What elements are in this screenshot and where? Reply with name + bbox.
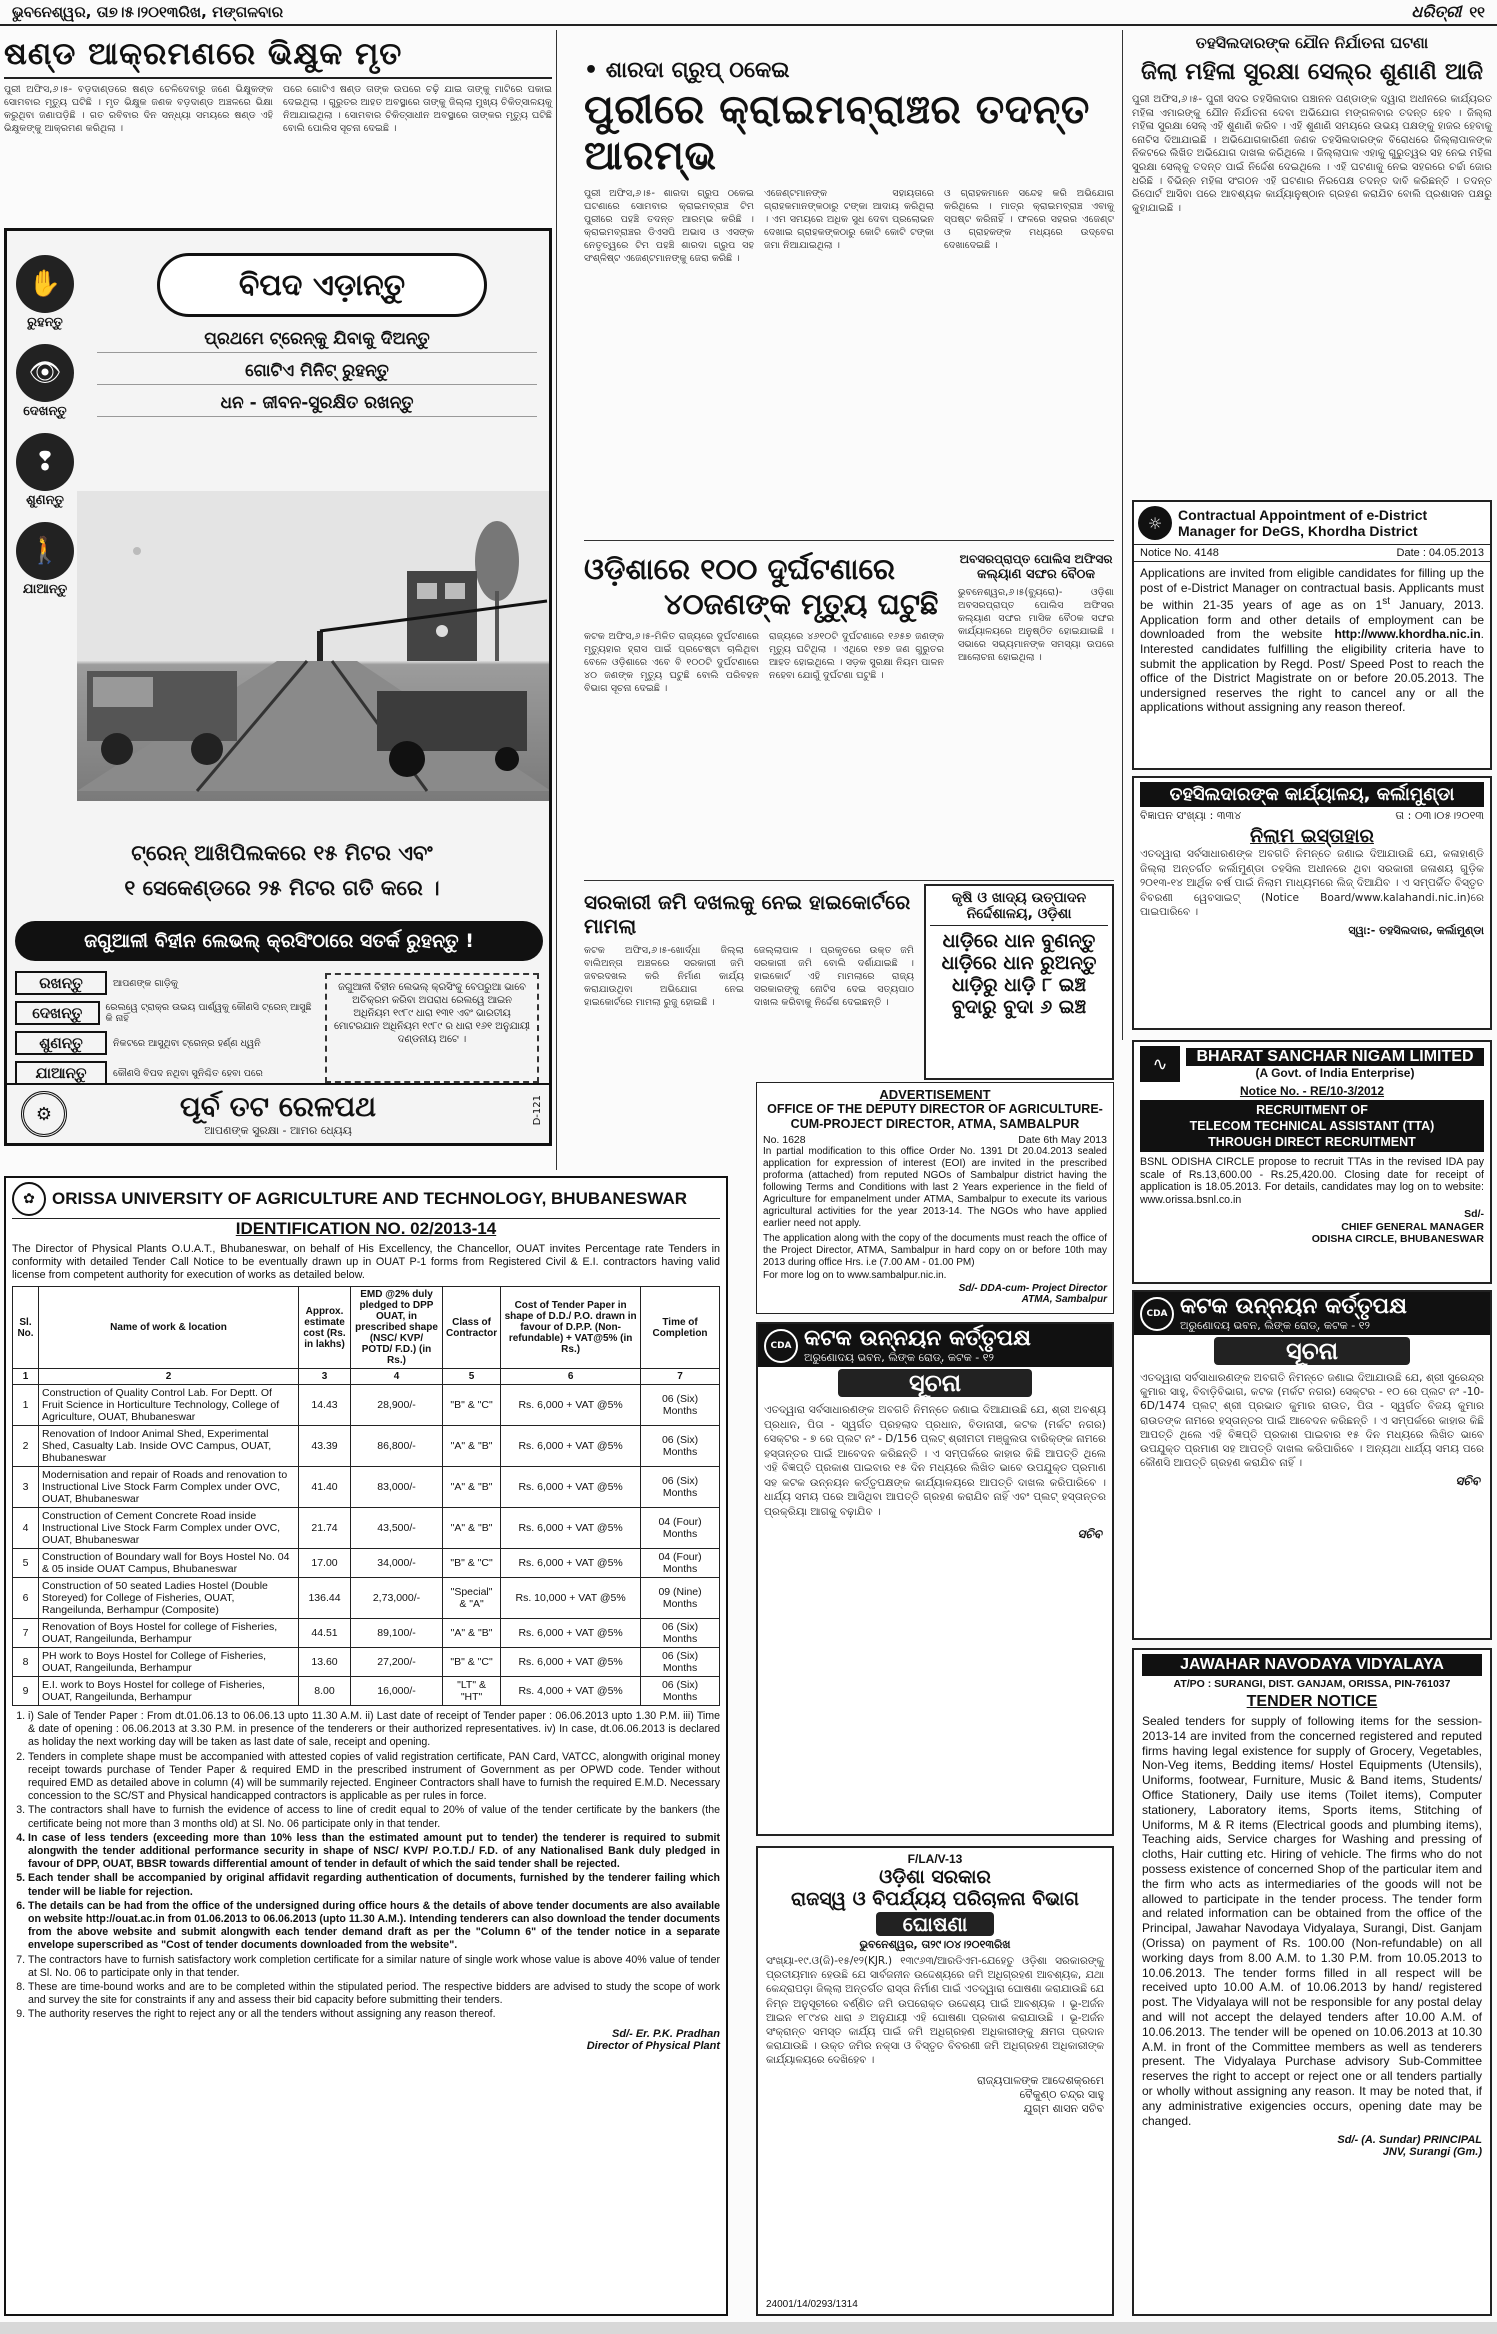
- table-cell-cost: 8.00: [299, 1677, 351, 1706]
- table-colnum: 3: [299, 1369, 351, 1385]
- ouat-works-table: [12, 1286, 720, 1706]
- table-cell-paper: Rs. 6,000 + VAT @5%: [501, 1508, 641, 1549]
- table-row: [13, 1619, 720, 1648]
- hand-stop-icon: ✋: [16, 255, 74, 313]
- revenue-footer-code: 24001/14/0293/1314: [766, 2299, 858, 2310]
- khordha-body-part: January, 2013. Application form and other details of employment can be downloaded from the website: [1140, 598, 1484, 642]
- jnv-body: Sealed tenders for supply of following items for the session-2013-14 are invited from the concerned registered and reputed firms having legal existence for supply of Grocery, Vegetables, Non-Veg items, Bedding items/ Hostel Equipments (Utensils), Uniforms, footwear, Furniture, Music & Band items, Students/ Office Stationery, Daily use items (Toilet items), Computer stationery, Laboratory items, Sports items, Stitching of Uniforms, M & R items (Electrical goods and plumbing items), Teaching aids, Service charges for Washing and pressing of cloths, Hair cutting etc. Hiring of vehicle. The firms who do not possess existence of concerned Shop of the particular item and the firm who acts as intermediaries of the goods will not be allowed to participate in the tender process. The tender form and related information can be obtained from the office of the Principal, Jawahar Navodaya Vidyalaya, Surangi, Dist. Ganjam (Orissa) on payment of Rs. 100.00 (Non-refundable) on all working days from 8.00 A.M. to 1.30 P.M. from 10.05.2013 to 10.06.2013. The tender forms filled in all respect will be received upto 10.00 A.M. of 10.06.2013 by hand/ registered post. The Vidyalaya will not be responsible for any postal delay and will not accept the delayed tenders after 10.00 A.M. of 10.06.2013. The tender will be opened on 10.06.2013 at 10.30 A.M. in front of the Committee members as well as tenderers present. The Vidyalaya Purchase advisory Sub-Committee reserves the right to accept or reject one or all tenders partially or wholly without assigning any reason. It may be noted that, if any administrative exigencies occurs, opening date may be changed.: [1142, 1714, 1482, 2128]
- jnv-address: AT/PO : SURANGI, DIST. GANJAM, ORISSA, PIN-761037: [1173, 1678, 1451, 1690]
- revenue-signatory: ବୈକୁଣ୍ଠ ଚନ୍ଦ୍ର ସାହୁ: [1019, 2087, 1104, 2101]
- jnv-signatory: Sd/- (A. Sundar) PRINCIPAL: [1337, 2134, 1482, 2147]
- agri-line: କୃଷି ଓ ଖାଦ୍ୟ ଉତ୍ପାଦନ: [951, 890, 1087, 906]
- table-cell-cost: 21.74: [299, 1508, 351, 1549]
- karlamunda-subtitle: ନିଲାମ ଇସ୍ତାହାର: [1250, 825, 1374, 847]
- story-headline: ପୁରୀରେ କ୍ରାଇମବ୍ରାଞ୍ଚର ତଦନ୍ତ ଆରମ୍ଭ: [584, 87, 1090, 179]
- table-cell-sl: 1: [13, 1385, 39, 1426]
- bsnl-heading-line: TELECOM TECHNICAL ASSISTANT (TTA): [1189, 1119, 1435, 1133]
- jnv-signatory-title: JNV, Surangi (Gm.): [1382, 2146, 1482, 2159]
- table-cell-emd: 27,200/-: [351, 1648, 443, 1677]
- rail-ad-subtitle: ଗୋଟିଏ ମିନିଟ୍ ରୁହନ୍ତୁ: [97, 361, 537, 385]
- table-cell-work: Renovation of Boys Hostel for college of Fisheries, OUAT, Rangeilunda, Berhampur: [39, 1619, 299, 1648]
- rail-step: [15, 971, 315, 995]
- story-bull-attack: [4, 36, 552, 135]
- table-row: [13, 1385, 720, 1426]
- table-cell-work: Construction of Quality Control Lab. For Deptt. Of Fruit Science in Horticulture Technology, College of Agriculture, OUAT, Bhubaneswar: [39, 1385, 299, 1426]
- table-header-row: [13, 1287, 720, 1369]
- bsnl-heading-line: THROUGH DIRECT RECRUITMENT: [1208, 1135, 1416, 1149]
- table-cell-cost: 44.51: [299, 1619, 351, 1648]
- story-headline: ଓଡ଼ିଶାରେ ୧୦୦ ଦୁର୍ଘଟଣାରେ: [584, 552, 896, 586]
- khordha-body-sup: st: [1382, 596, 1390, 608]
- table-cell-cost: 136.44: [299, 1578, 351, 1619]
- table-header: Approx. estimate cost (Rs. in lakhs): [299, 1287, 351, 1369]
- table-header: EMD @2% duly pledged to DPP OUAT, in prescribed shape (NSC/ KVP/ POTD/ F.D.) (in Rs.): [351, 1287, 443, 1369]
- table-cell-sl: 2: [13, 1426, 39, 1467]
- atma-body: The application along with the copy of the documents must reach the office of the Project Director, ATMA, Sambalpur in hard copy on or before 10th may 2013 during office Hrs. i.e (7.00 AM - 01.00 PM): [763, 1233, 1107, 1268]
- ouat-table-body: [13, 1385, 720, 1706]
- revenue-place-date: ଭୁବନେଶ୍ୱର, ତା୨୯।୦୪।୨୦୧୩ରିଖ: [859, 1938, 1011, 1951]
- cda-suchana-label: ସୂଚନା: [1214, 1337, 1410, 1365]
- cda-header: [758, 1324, 1112, 1367]
- cda-signatory: ସଚିବ: [1077, 1527, 1102, 1541]
- khordha-body-part: Applications are invited from eligible candidates for filling up the post of e-District Manager on contractual basis. Applicants must be within 21-35 years of age as on 1: [1140, 566, 1484, 613]
- story-body-col: କଟକ ଅଫିସ,୬।୫-ଖୋର୍ଦ୍ଧା ଜିଲ୍ଲା ବାଲିଅନ୍ତା ଅଞ୍ଚଳରେ ସରକାରୀ ଜମି ଜବରଦଖଲ କରି ନିର୍ମାଣ କାର୍ଯ୍ୟ କରାଯାଉଥିବା ଅଭିଯୋଗ ନେଇ ହାଇକୋର୍ଟରେ ମାମଲା ରୁଜୁ ହୋଇଛି ।: [584, 945, 744, 1008]
- railway-scene-art: [77, 491, 551, 801]
- ouat-condition-item: 9. The authority reserves the right to reject any or all the tenders without assigning any reason thereof.: [28, 2008, 720, 2021]
- rail-ad-subtitle: ପ୍ରଥମେ ଟ୍ରେନ୍‌କୁ ଯିବାକୁ ଦିଅନ୍ତୁ: [97, 329, 537, 353]
- cda-body: ଏତଦ୍ୱାରା ସର୍ବସାଧାରଣଙ୍କ ଅବଗତି ନିମନ୍ତେ ଜଣାଇ ଦିଆଯାଉଛି ଯେ, ଶ୍ରୀ ଅବଶ୍ୟ ପ୍ରଧାନ, ପିତା - ସ୍ୱର୍ଗତ ପ୍ରହଲାଦ ପ୍ରଧାନ, ବିଡାନାସୀ, କଟକ (ମର୍କଟ ନଗର) ସେକ୍ଟର - ୭ ରେ ପ୍ଲଟ ନଂ - D/156 ପ୍ଲଟ୍ ଶ୍ରୀମତୀ ମଞ୍ଜୁଲତା ବାରିକ୍ଙ୍କ ନାମରେ ହସ୍ତାନ୍ତର ପାଇଁ ଆବେଦନ କରିଛନ୍ତି । ଏ ସମ୍ପର୍କରେ କାହାର କିଛି ଆପତ୍ତି ଥିଲେ ଏହି ବିଜ୍ଞପ୍ତି ପ୍ରକାଶ ପାଇବାର ୧୫ ଦିନ ମଧ୍ୟରେ ଲିଖିତ ଭାବେ ଉପଯୁକ୍ତ ପ୍ରମାଣ ସହ କଟକ ଉନ୍ନୟନ କର୍ତ୍ତୃପକ୍ଷଙ୍କ କାର୍ଯ୍ୟାଳୟରେ ଆପତ୍ତି ଦାଖଲ କରିପାରିବେ । ଧାର୍ଯ୍ୟ ସମୟ ପରେ ଆସିଥିବା ଆପତ୍ତି ଗ୍ରହଣ କରାଯିବ ନାହିଁ ଏବଂ ପ୍ଲଟ୍ ହସ୍ତାନ୍ତର ପ୍ରକ୍ରିୟା ଆଗକୁ ବଢ଼ାଯିବ ।: [764, 1404, 1106, 1518]
- revenue-title: ଘୋଷଣା: [876, 1912, 994, 1936]
- table-header: Sl. No.: [13, 1287, 39, 1369]
- table-cell-emd: 16,000/-: [351, 1677, 443, 1706]
- rail-speed-line: ୧ ସେକେଣ୍ଡରେ ୨୫ ମିଟର ଗତି କରେ ।: [124, 876, 440, 900]
- cda-body: ଏତଦ୍ୱାରା ସର୍ବସାଧାରଣଙ୍କ ଅବଗତି ନିମନ୍ତେ ଜଣାଇ ଦିଆଯାଉଛି ଯେ, ଶ୍ରୀ ସୁରେନ୍ଦ୍ର କୁମାର ସାହୁ, ବିବାଡ଼ିବିଭାଗ, କଟକ (ମର୍କଟ ନଗର) ସେକ୍ଟର - ୧୦ ରେ ପ୍ଲଟ ନଂ -10-6D/1474 ପ୍ଲଟ୍ ଶ୍ରୀ ପ୍ରଭାତ କୁମାର ରାଉତ, ପିତା - ସ୍ୱର୍ଗତ ବିଜୟ କୁମାର ରାଉତଙ୍କ ନାମରେ ହସ୍ତାନ୍ତର ପାଇଁ ଆବେଦନ କରିଛନ୍ତି । ଏ ସମ୍ପର୍କରେ କାହାର କିଛି ଆପତ୍ତି ଥିଲେ ଏହି ବିଜ୍ଞପ୍ତି ପ୍ରକାଶ ପାଇବାର ୧୫ ଦିନ ମଧ୍ୟରେ ଲିଖିତ ଭାବେ ଉପଯୁକ୍ତ ପ୍ରମାଣ ସହ ଆପତ୍ତି ଦାଖଲ କରିପାରିବେ । ଅନ୍ୟଥା ଧାର୍ଯ୍ୟ ସମୟ ପରେ କୌଣସି ଆପତ୍ତି ଗ୍ରହଣ କରାଯିବ ନାହିଁ ।: [1140, 1372, 1484, 1470]
- khordha-body-part: . Interested candidates fulfilling the eligibility criteria have to submit the application by Regd. Post/ Speed Post to reach the office of the District Magistrate on or before 20.05.2013. The undersigned reserves the right to cancel any or all the applications without assigning any reason thereof.: [1140, 627, 1484, 715]
- story-tahasildar-hearing: [1132, 34, 1492, 215]
- table-cell-sl: 4: [13, 1508, 39, 1549]
- story-highcourt-land: [584, 890, 914, 1009]
- table-cell-work: Construction of Cement Concrete Road inside Instructional Live Stock Farm Complex under OVC, OUAT, Bhubaneswar: [39, 1508, 299, 1549]
- table-cell-emd: 89,100/-: [351, 1619, 443, 1648]
- agri-line: ନିର୍ଦ୍ଦେଶାଳୟ, ଓଡ଼ିଶା: [930, 906, 1108, 926]
- rail-ad-code: D-121: [532, 1094, 543, 1125]
- page-bottom-edge: [0, 2322, 1497, 2334]
- story-retired-police: [958, 552, 1114, 664]
- atma-body: In partial modification to this office Order No. 1391 Dt 20.04.2013 sealed application for expression of interest (EOI) are invited in the prescribed proforma (attached) from reputed NGOs of Sambalpur district having the following Terms and Conditions with last 2 Years experience in the field of Agriculture for empanelment under ATMA, Sambalpur to execute its various agricultural activities for the year 2013-14. The NGOs who have applied earlier need not apply.: [763, 1146, 1107, 1229]
- table-row: [13, 1508, 720, 1549]
- rail-ad-subtitle: ଧନ - ଜୀବନ-ସୁରକ୍ଷିତ ରଖନ୍ତୁ: [97, 393, 537, 417]
- table-colnum: 4: [351, 1369, 443, 1385]
- table-cell-time: 06 (Six) Months: [641, 1426, 720, 1467]
- cda-address: ଅରୁଣୋଦୟ ଭବନ, ଲିଙ୍କ ରୋଡ୍, କଟକ - ୧୨: [1180, 1319, 1370, 1332]
- paper-name: ଧରିତ୍ରୀ: [1411, 2, 1462, 21]
- table-colnum: 2: [39, 1369, 299, 1385]
- table-cell-cls: "LT" & "HT": [443, 1677, 501, 1706]
- table-cell-cost: 43.39: [299, 1426, 351, 1467]
- story-body-col: ପୁରୀ ଅଫିସ,୬।୫- ପୁରୀ ସଦର ତହସିଲଦାର ପଞ୍ଚାନନ ପଣ୍ଡାଙ୍କ ଦ୍ୱାରା ଅଧୀନରେ କାର୍ଯ୍ୟରତ ମହିଳା ଏମାରଙ୍କୁ ଯୌନ ନିର୍ଯାତନା ଦେବା ଅଭିଯୋଗ ମଙ୍ଗଳବାର ତଦନ୍ତ ହେବ । ଜିଲ୍ଲା ମହିଳା ସୁରକ୍ଷା ସେଲ୍ ଏହି ଶୁଣାଣି କରିବ । ଏହି ଶୁଣାଣି ସମୟରେ ଉଭୟ ପକ୍ଷଙ୍କୁ ହାଜର ହେବାକୁ ନୋଟିସ ଦିଆଯାଇଛି । ଅଭିଯୋଗକାରିଣୀ ଜଣକ ତହସିଲଦାରଙ୍କ ବିରୋଧରେ ଜିଲ୍ଲାପାଳଙ୍କ ନିକଟରେ ଲିଖିତ ଅଭିଯୋଗ ଦାଖଲ କରିଥିଲେ । ଜିଲ୍ଲାପାଳ ଏହାକୁ ଗୁରୁତ୍ୱର ସହ ନେଇ ମହିଳା ସୁରକ୍ଷା ସେଲ୍‌କୁ ତଦନ୍ତ ପାଇଁ ନିର୍ଦ୍ଦେଶ ଦେଇଥିଲେ । ଏହି ଘଟଣାକୁ ନେଇ ସହରରେ ଚର୍ଚ୍ଚା ଜୋର ଧରିଛି । ବିଭିନ୍ନ ମହିଳା ସଂଗଠନ ଏହି ଘଟଣାର ନିରପେକ୍ଷ ତଦନ୍ତ ଦାବି କରିଛନ୍ତି । ତଦନ୍ତ ରିପୋର୍ଟ ଆସିବା ପରେ ଆବଶ୍ୟକ କାର୍ଯ୍ୟାନୁଷ୍ଠାନ ଗ୍ରହଣ କରାଯିବ ବୋଲି ପ୍ରଶାସନ ପକ୍ଷରୁ କୁହାଯାଇଛି ।: [1132, 94, 1492, 214]
- table-cell-sl: 6: [13, 1578, 39, 1619]
- revenue-body: ସଂଖ୍ୟା-୧୯.ଓ(ଜି)-୧୫/୧୨(KJR.) ୧୩୯୬୩/ଆରଡିଏମ-ଯେହେତୁ ଓଡ଼ିଶା ସରକାରଙ୍କୁ ପ୍ରତୀୟମାନ ହେଉଛି ଯେ ସାର୍ବଜନୀନ ଉଦ୍ଦେଶ୍ୟରେ ଜମି ଅଧିଗ୍ରହଣ ଆବଶ୍ୟକ, ଯଥା କେନ୍ଦ୍ରାପଡ଼ା ଜିଲ୍ଲା ଅନ୍ତର୍ଗତ ରାସ୍ତା ନିର୍ମାଣ ପାଇଁ ଏତଦ୍ୱାରା ଘୋଷଣା କରାଯାଉଛି ଯେ ନିମ୍ନ ଅନୁସୂଚୀରେ ବର୍ଣ୍ଣିତ ଜମି ଉପରୋକ୍ତ ଉଦ୍ଦେଶ୍ୟ ପାଇଁ ଆବଶ୍ୟକ । ଭୂ-ଅର୍ଜନ ଆଇନ ୧୮୯୪ର ଧାରା ୬ ଅନୁଯାୟୀ ଏହି ଘୋଷଣା ପ୍ରକାଶ କରାଯାଉଛି । ଭୂ-ଅର୍ଜନ ସଂକ୍ରାନ୍ତ ସମସ୍ତ କାର୍ଯ୍ୟ ପାଇଁ ଜମି ଅଧିଗ୍ରହଣ ଅଧିକାରୀଙ୍କୁ କ୍ଷମତା ପ୍ରଦାନ କରାଯାଉଛି । ଉକ୍ତ ଜମିର ନକ୍ସା ଓ ବିସ୍ତୃତ ବିବରଣୀ ଜମି ଅଧିଗ୍ରହଣ ଅଧିକାରୀଙ୍କ କାର୍ଯ୍ୟାଳୟରେ ଦେଖିହେବ ।: [766, 1955, 1104, 2067]
- table-cell-sl: 8: [13, 1648, 39, 1677]
- railway-safety-ad: [4, 228, 552, 1146]
- story-body-col: ଭୁବନେଶ୍ୱର,୬।୫(ବ୍ୟୁରୋ)- ଓଡ଼ିଶା ଅବସରପ୍ରାପ୍ତ ପୋଲିସ ଅଫିସର କଲ୍ୟାଣ ସଙ୍ଘର ମାସିକ ବୈଠକ ସଙ୍ଘର କାର୍ଯ୍ୟାଳୟରେ ଅନୁଷ୍ଠିତ ହୋଇଯାଇଛି । ସଭାରେ ସଭ୍ୟମାନଙ୍କ ସମସ୍ୟା ଉପରେ ଆଲୋଚନା ହୋଇଥିଲା ।: [958, 587, 1114, 663]
- table-row: [13, 1677, 720, 1706]
- bsnl-heading-line: RECRUITMENT OF: [1256, 1103, 1368, 1117]
- ouat-conditions-list: [12, 1710, 720, 2022]
- ouat-condition-item: 5. Each tender shall be accompanied by original affidavit regarding authentication of documents, furnished by the tenderer failing which tender will be liable for rejection.: [28, 1872, 720, 1898]
- cda-signatory: ସଚିବ: [1455, 1474, 1480, 1489]
- rail-icon-label: ରୁହନ୍ତୁ: [27, 315, 63, 330]
- karlamunda-date: ତା : ୦୩।୦୫।୨୦୧୩: [1395, 809, 1484, 822]
- story-body-col: ପୁରୀ ଅଫିସ,୬।୫- ଶାରଦା ଗ୍ରୁପ ଠକେଇ ଘଟଣାରେ ସୋମବାର କ୍ରାଇମବ୍ରାଞ୍ଚ ଟିମ ପୁରୀରେ ପହଞ୍ଚି ତଦନ୍ତ ଆରମ୍ଭ କରିଛି । କ୍ରାଇମବ୍ରାଞ୍ଚର ଡିଏସପି ଅଭାସ ଓ ଏସଙ୍କ ନେତୃତ୍ୱରେ ଟିମ ପହଞ୍ଚି ଶାରଦା ଗ୍ରୁପ ସହ ସଂଶ୍ଳିଷ୍ଟ ଏଜେଣ୍ଟମାନଙ୍କୁ ଜେରା କରିଛି ।: [584, 188, 754, 264]
- cda-logo-icon: CDA: [1140, 1297, 1174, 1331]
- ouat-condition-item: 7. The contractors have to furnish satisfactory work completion certificate for a similar nature of single work whose value is above 40% value of tender at Sl. No. 06 to participate only in that tender.: [28, 1954, 720, 1980]
- bsnl-notice-no: Notice No. - RE/10-3/2012: [1239, 1084, 1385, 1098]
- table-cell-cls: "Special" & "A": [443, 1578, 501, 1619]
- ouat-condition-item: 3. The contractors shall have to furnish the evidence of access to line of credit equal to 20% of value of the tender certificate by the bankers (the certificate being not more than 3 months old) at Sl. No. 06 participate only in that tender.: [28, 1804, 720, 1830]
- rail-step-text: କୌଣସି ବିପଦ ନଥିବା ସୁନିଶ୍ଚିତ ହେବା ପରେ: [113, 1067, 263, 1079]
- column-divider: [556, 30, 557, 1170]
- table-row: [13, 1648, 720, 1677]
- table-cell-cls: "A" & "B": [443, 1508, 501, 1549]
- story-body-col: ଏଜେଣ୍ଟମାନଙ୍କ ସହାୟତାରେ ଗ୍ରାହକମାନଙ୍କଠାରୁ ଟଙ୍କା ଆଦାୟ କରିଥିଲା । ଏମ ସମୟରେ ଅଧିକ ସୁଧ ଦେବା ପ୍ରଲୋଭନ ଦେଖାଇ ଗ୍ରାହକଙ୍କଠାରୁ କୋଟି କୋଟି ଟଙ୍କା ଜମା ନିଆଯାଇଥିଲା ।: [764, 188, 934, 251]
- ouat-condition-item: 4. In case of less tenders (exceeding more than 10% less than the estimated amount put to tender) the tenderer is required to submit alongwith the tender additional performance security in shape of NSC/ KVP/ P.O.T.D./ F.D. of any Nationalised Bank duly pledged in favour of DPP, OUAT, BBSR towards differential amount of tender in default of which the said tender shall be rejected.: [28, 1832, 720, 1872]
- table-header: Cost of Tender Paper in shape of D.D./ P.O. drawn in favour of D.P.P. (Non-refundable) + VAT@5% (in Rs.): [501, 1287, 641, 1369]
- story-body-col: ପୁରୀ ଅଫିସ,୬।୫- ବଡ଼ଦାଣ୍ଡରେ ଷଣ୍ଡ ଚେଳିଦେବାରୁ ଜଣେ ଭିକ୍ଷୁକଙ୍କ ସୋମବାର ମୃତ୍ୟୁ ଘଟିଛି । ମୃତ ଭିକ୍ଷୁକ ଜଣକ ବଡ଼ଦାଣ୍ଡ ଅଞ୍ଚଳରେ ଭିକ୍ଷା କରୁଥିବା ଜଣାପଡ଼ିଛି । ଗତ ରବିବାର ଦିନ ସନ୍ଧ୍ୟା ସମୟରେ ଷଣ୍ଡ ଏହି ଭିକ୍ଷୁକଙ୍କୁ ଆକ୍ରମଣ କରିଥିଲା ।: [4, 84, 273, 134]
- table-cell-cls: "B" & "C": [443, 1549, 501, 1578]
- column-divider: [1122, 30, 1123, 1040]
- khordha-date: Date : 04.05.2013: [1396, 547, 1484, 559]
- section-divider: [584, 880, 1114, 881]
- agri-line: ଧାଡ଼ିରେ ଧାନ ରୁଅନ୍ତୁ: [941, 952, 1097, 974]
- table-cell-work: PH work to Boys Hostel for College of Fisheries, OUAT, Rangeilunda, Berhampur: [39, 1648, 299, 1677]
- table-cell-time: 06 (Six) Months: [641, 1619, 720, 1648]
- rail-ad-footer: [7, 1083, 549, 1143]
- khordha-notice-no: Notice No. 4148: [1140, 547, 1219, 559]
- cda-notice-center: [756, 1322, 1114, 1836]
- rail-icon-label: ଶୁଣନ୍ତୁ: [26, 493, 64, 508]
- table-cell-cls: "A" & "B": [443, 1619, 501, 1648]
- rail-footer-subtitle: ଆପଣଙ୍କ ସୁରକ୍ଷା - ଆମର ଧ୍ୟେୟ: [204, 1124, 352, 1137]
- karlamunda-signatory: ସ୍ୱା:- ତହସିଲଦାର, କର୍ଲାମୁଣ୍ଡା: [1348, 923, 1484, 937]
- atma-signatory: Sd/- DDA-cum- Project Director: [958, 1283, 1107, 1295]
- rail-footer-title: ପୂର୍ବ ତଟ ରେଳପଥ: [179, 1090, 377, 1123]
- table-cell-paper: Rs. 6,000 + VAT @5%: [501, 1619, 641, 1648]
- rail-warning-banner: ଜଗୁଆଳୀ ବିହୀନ ଲେଭଲ୍ କ୍ରସିଂଠାରେ ସତର୍କ ରୁହନ୍ତୁ !: [15, 921, 543, 961]
- ouat-title: ORISSA UNIVERSITY OF AGRICULTURE AND TECHNOLOGY, BHUBANESWAR: [52, 1189, 688, 1208]
- story-body-col: ରାଜ୍ୟରେ ୪୬୧୦ଟି ଦୁର୍ଘଟଣାରେ ୧୬୫୭ ଜଣଙ୍କ ମୃତ୍ୟୁ ଘଟିଥିଲା । ଏଥିରେ ୧୭୭ ଜଣ ଗୁରୁତର ଆହତ ହୋଇଥିଲେ । ସଡ଼କ ସୁରକ୍ଷା ନିୟମ ପାଳନ ନହେବା ଯୋଗୁଁ ଦୁର୍ଘଟଣା ଘଟୁଛି ।: [769, 631, 944, 681]
- story-body-col: କଟକ ଅଫିସ,୬।୫-ମିଳିତ ରାଜ୍ୟରେ ଦୁର୍ଘଟଣାରେ ମୃତ୍ୟୁହାର ହ୍ରାସ ପାଇଁ ପ୍ରଚେଷ୍ଟା ଚାଲିଥିବା ବେଳେ ଓଡ଼ିଶାରେ ଏବେ ବି ୧୦୦ଟି ଦୁର୍ଘଟଣାରେ ୪୦ ଜଣଙ୍କ ମୃତ୍ୟୁ ଘଟୁଛି ବୋଲି ପରିବହନ ବିଭାଗ ସୂଚନା ଦେଇଛି ।: [584, 631, 759, 694]
- revenue-govt: ଓଡ଼ିଶା ସରକାର: [879, 1866, 991, 1888]
- masthead-dateline: ଭୁବନେଶ୍ୱର, ତା୭।୫।୨୦୧୩ରିଖ, ମଙ୍ଗଳବାର: [12, 3, 284, 21]
- bsnl-recruitment-ad: [1132, 1040, 1492, 1284]
- table-cell-work: Construction of Boundary wall for Boys Hostel No. 04 & 05 inside OUAT Campus, Bhubaneswar: [39, 1549, 299, 1578]
- rail-icon-label: ଯାଆନ୍ତୁ: [22, 582, 68, 597]
- jnv-heading: TENDER NOTICE: [1246, 1693, 1378, 1710]
- railway-logo-icon: ⚙: [21, 1091, 67, 1137]
- bsnl-signature: [1140, 1208, 1484, 1246]
- table-cell-time: 06 (Six) Months: [641, 1677, 720, 1706]
- table-cell-cls: "A" & "B": [443, 1467, 501, 1508]
- table-cell-time: 06 (Six) Months: [641, 1467, 720, 1508]
- table-cell-emd: 43,500/-: [351, 1508, 443, 1549]
- table-colnum: 6: [501, 1369, 641, 1385]
- table-cell-paper: Rs. 10,000 + VAT @5%: [501, 1578, 641, 1619]
- ouat-identification: IDENTIFICATION NO. 02/2013-14: [235, 1219, 497, 1238]
- story-kicker: ତହସିଲଦାରଙ୍କ ଯୌନ ନିର୍ଯାତନା ଘଟଣା: [1195, 34, 1429, 52]
- table-cell-sl: 9: [13, 1677, 39, 1706]
- rail-step-key: ଶୁଣନ୍ତୁ: [15, 1031, 107, 1055]
- atma-weblink[interactable]: For more log on to www.sambalpur.nic.in.: [763, 1270, 947, 1281]
- atma-title: ADVERTISEMENT: [879, 1087, 991, 1102]
- karlamunda-auction-ad: [1132, 776, 1492, 1030]
- karlamunda-body: ଏତଦ୍ୱାରା ସର୍ବସାଧାରଣଙ୍କ ଅବଗତି ନିମନ୍ତେ ଜଣାଇ ଦିଆଯାଉଛି ଯେ, କଳାହାଣ୍ଡି ଜିଲ୍ଲା ଅନ୍ତର୍ଗତ କର୍ଲାମୁଣ୍ଡା ତହସିଲ ଅଧୀନରେ ଥିବା ସରକାରୀ ଜଳାଶୟ ଗୁଡ଼ିକ ୨୦୧୩-୧୪ ଆର୍ଥିକ ବର୍ଷ ପାଇଁ ନିଲାମ ମାଧ୍ୟମରେ ଲିଜ୍ ଦିଆଯିବ । ଏ ସମ୍ପର୍କିତ ବିସ୍ତୃତ ବିବରଣୀ ୱେବସାଇଟ୍ (Notice Board/www.kalahandi.nic.in)ରେ ପାଇପାରିବେ ।: [1140, 848, 1484, 918]
- rail-icon-column: [13, 241, 77, 597]
- khordha-title: Contractual Appointment of e-District: [1178, 507, 1428, 523]
- bsnl-heading: [1140, 1100, 1484, 1152]
- atma-office: OFFICE OF THE DEPUTY DIRECTOR OF AGRICULTURE-CUM-PROJECT DIRECTOR, ATMA, SAMBALPUR: [767, 1102, 1103, 1131]
- ouat-condition-item: 1. i) Sale of Tender Paper : From dt.01.06.13 to 06.06.13 upto 11.30 A.M. ii) Last date of receipt of Tender paper : 06.06.2013 upto 1.30 P.M. iii) Time & date of opening : 06.06.2013 at 3.30 P.M. in presence of the tenderers or their authorized representatives. iv) In case, dt.06.06.2013 is declared as holiday the next working day will be taken as last date of sale, receipt and opening.: [28, 1710, 720, 1750]
- rail-legal-note: ଜଗୁଆଳୀ ବିହୀନ ଲେଭଲ୍ କ୍ରସିଂକୁ ବେପରୁଆ ଭାବେ ଅତିକ୍ରମ କରିବା ଅପରାଧ ରେଲୱେ ଆଇନ ଅଧିନିୟମ ୧୯୮୯ ଧାରା ୧୩୧ ଏବଂ ଭାରତୀୟ ମୋଟରଯାନ ଅଧିନିୟମ ୧୯୮୯ ର ଧାରା ୧୬୧ ଅନୁଯାୟୀ ଦଣ୍ଡନୀୟ ଅଟେ ।: [325, 973, 539, 1083]
- story-sharada-probe: [584, 58, 1114, 265]
- bsnl-logo-icon: ∿: [1140, 1046, 1180, 1082]
- table-cell-time: 06 (Six) Months: [641, 1648, 720, 1677]
- bsnl-body: BSNL ODISHA CIRCLE propose to recruit TTAs in the revised IDA pay scale of Rs.13,600.00 - Rs.25,420.00. Closing date for receipt of application is 18.05.2013. For details, candidates may log on to website: www.orissa.bsnl.co.in: [1140, 1156, 1484, 1206]
- table-header: Time of Completion: [641, 1287, 720, 1369]
- table-cell-time: 04 (Four) Months: [641, 1508, 720, 1549]
- ouat-condition-item: 6. The details can be had from the office of the undersigned during office hours & the details of above tender documents are also available on website http://ouat.ac.in from 01.06.2013 to 06.06.2013 (upto 11.30 A.M.). Intending tenderers can also download the tender documents from the above website and submit alongwith each tender demand draft as per the "Column 6" of the tender notice in a separate envelope superscribed as "Cost of tender documents downloaded from the website".: [28, 1900, 720, 1953]
- table-cell-cls: "B" & "C": [443, 1385, 501, 1426]
- bsnl-title: BHARAT SANCHAR NIGAM LIMITED: [1186, 1048, 1484, 1066]
- bsnl-signatory: Sd/-: [1464, 1208, 1484, 1221]
- ouat-intro: The Director of Physical Plants O.U.A.T., Bhubaneswar, on behalf of His Excellency, the Chancellor, OUAT invites Percentage rate Tenders in conformity with detailed Tender Call Notice to be eventually drawn up in OUAT P-1 forms from Registered Civil & E.I. contractors having valid license from competent authority for execution of works as detailed below.: [12, 1243, 720, 1281]
- rail-step: [15, 1031, 315, 1055]
- table-cell-work: Construction of 50 seated Ladies Hostel (Double Storeyed) for College of Fisheries, OUAT, Rangeilunda, Berhampur (Composite): [39, 1578, 299, 1619]
- story-headline: ଜିଲା ମହିଳା ସୁରକ୍ଷା ସେଲ୍‌ର ଶୁଣାଣି ଆଜି: [1140, 59, 1483, 85]
- ouat-condition-item: 8. These are time-bound works and are to be completed within the stipulated period. The respective bidders are advised to study the scope of work and survey the site for constraints if any and assess their bid capacity before submitting their tenders.: [28, 1981, 720, 2007]
- revenue-code: F/LA/V-13: [907, 1852, 963, 1866]
- table-row: [13, 1549, 720, 1578]
- story-headline: ସରକାରୀ ଜମି ଦଖଲକୁ ନେଇ ହାଇକୋର୍ଟରେ ମାମଲା: [584, 890, 911, 938]
- jnv-title: JAWAHAR NAVODAYA VIDYALAYA: [1142, 1654, 1482, 1676]
- table-cell-work: E.I. work to Boys Hostel for college of Fisheries, OUAT, Rangeilunda, Berhampur: [39, 1677, 299, 1706]
- story-body-col: ଓ ଗ୍ରାହକମାନେ ସନ୍ଦେହ କରି ଅଭିଯୋଗ କରିଥିଲେ । ମାତ୍ର କ୍ରାଇମବ୍ରାଞ୍ଚ ଏବାକୁ ସ୍ପଷ୍ଟ କରିନାହିଁ । ଫଳରେ ସହରର ଏଜେଣ୍ଟ ଓ ଗ୍ରାହକଙ୍କ ମଧ୍ୟରେ ଉଦ୍‌ବେଗ ଦେଖାଦେଇଛି ।: [944, 188, 1114, 251]
- table-cell-emd: 86,800/-: [351, 1426, 443, 1467]
- khordha-e-district-ad: [1132, 500, 1492, 770]
- table-colnum: 1: [13, 1369, 39, 1385]
- cda-title: କଟକ ଉନ୍ନୟନ କର୍ତ୍ତୃପକ୍ଷ: [1180, 1294, 1407, 1319]
- story-kicker: • ଶାରଦା ଗ୍ରୁପ୍ ଠକେଇ: [584, 58, 790, 83]
- table-cell-paper: Rs. 4,000 + VAT @5%: [501, 1677, 641, 1706]
- jnv-tender-notice: [1132, 1648, 1492, 2316]
- story-headline: କଲ୍ୟାଣ ସଙ୍ଘର ବୈଠକ: [977, 567, 1095, 582]
- table-cell-time: 04 (Four) Months: [641, 1549, 720, 1578]
- table-colnum: 7: [641, 1369, 720, 1385]
- rail-step-text: ରେଲୱେ ଟ୍ରାକ୍‌ର ଉଭୟ ପାର୍ଶ୍ୱକୁ କୌଣସି ଟ୍ରେନ୍ ଆସୁଛି କି ନାହିଁ: [105, 1002, 312, 1024]
- khordha-title: Manager for DeGS, Khordha District: [1178, 523, 1418, 539]
- table-colnum: 5: [443, 1369, 501, 1385]
- bsnl-signatory: CHIEF GENERAL MANAGER: [1341, 1220, 1484, 1233]
- table-colnum-row: [13, 1369, 720, 1385]
- agri-line: ଧାଡ଼ିରେ ଧାନ ବୁଣନ୍ତୁ: [942, 930, 1096, 952]
- table-cell-cost: 14.43: [299, 1385, 351, 1426]
- masthead: [0, 0, 1497, 26]
- table-cell-sl: 3: [13, 1467, 39, 1508]
- cda-title: କଟକ ଉନ୍ନୟନ କର୍ତ୍ତୃପକ୍ଷ: [804, 1326, 1031, 1351]
- table-cell-paper: Rs. 6,000 + VAT @5%: [501, 1648, 641, 1677]
- table-row: [13, 1578, 720, 1619]
- rail-step-key: ଦେଖନ୍ତୁ: [15, 1001, 100, 1025]
- story-body-col: ଜେଲ୍ଲାପାଳ । ପ୍ରକୃତରେ ଉକ୍ତ ଜମି ସରକାରୀ ଜମି ବୋଲି ଦର୍ଶାଯାଇଛି । ହାଇକୋର୍ଟ ଏହି ମାମଲାରେ ରାଜ୍ୟ ସରକାରଙ୍କୁ ନୋଟିସ ଦେଇ ସତ୍ୟପାଠ ଦାଖଲ କରିବାକୁ ନିର୍ଦ୍ଦେଶ ଦେଇଛନ୍ତି ।: [754, 945, 914, 1008]
- ouat-logo-icon: ✿: [12, 1182, 46, 1216]
- rail-icon-label: ଦେଖନ୍ତୁ: [23, 404, 67, 419]
- khordha-body: [1134, 562, 1490, 719]
- cda-header: [1134, 1292, 1490, 1335]
- table-cell-cost: 41.40: [299, 1467, 351, 1508]
- revenue-signatory: ରାଜ୍ୟପାଳଙ୍କ ଆଦେଶକ୍ରମେ: [977, 2073, 1104, 2087]
- story-headline: ୪୦ଜଣଙ୍କ ମୃତ୍ୟୁ ଘଟୁଛି: [664, 587, 939, 621]
- rail-step: [15, 1001, 315, 1025]
- rail-steps-list: [15, 971, 315, 1085]
- cda-notice-right: [1132, 1290, 1492, 1640]
- khordha-website-link[interactable]: http://www.khordha.nic.in: [1334, 627, 1481, 642]
- ouat-signature: [12, 2028, 720, 2052]
- karlamunda-notice-no: ବିଜ୍ଞାପନ ସଂଖ୍ୟା : ୩୩୪: [1140, 809, 1242, 822]
- masthead-publication: [1411, 2, 1485, 22]
- revenue-dept: ରାଜସ୍ୱ ଓ ବିପର୍ଯ୍ୟୟ ପରିଚାଳନା ବିଭାଗ: [791, 1888, 1079, 1910]
- table-cell-emd: 28,900/-: [351, 1385, 443, 1426]
- ear-icon: ❢: [16, 433, 74, 491]
- agri-line: ଧାଡ଼ିରୁ ଧାଡ଼ି ୮ ଇଞ୍ଚ: [952, 974, 1086, 996]
- section-divider: [584, 540, 1114, 541]
- story-headline: ଷଣ୍ଡ ଆକ୍ରମଣରେ ଭିକ୍ଷୁକ ମୃତ: [4, 36, 552, 79]
- table-cell-cost: 17.00: [299, 1549, 351, 1578]
- emblem-icon: ☼: [1138, 506, 1172, 540]
- ouat-signatory-title: Director of Physical Plant: [586, 2039, 720, 2052]
- cda-suchana-label: ସୂଚନା: [838, 1369, 1032, 1397]
- table-cell-sl: 5: [13, 1549, 39, 1578]
- table-cell-work: Modernisation and repair of Roads and renovation to Instructional Live Stock Farm Complex under OVC, OUAT, Bhubaneswar: [39, 1467, 299, 1508]
- ouat-condition-item: 2. Tenders in complete shape must be accompanied with attested copies of valid registration certificate, PAN Card, VATCC, alongwith original money receipt towards purchase of Tender Paper & required EMD in the prescribed instrument of Government as per OPWD code. Tender without required EMD as detailed above in column (4) will be summarily rejected. Engineer Contractors shall have to furnish the required E.M.D. Necessary concession to the SC/ST and Physical handicapped contractors is applicable as per rules in force.: [28, 1751, 720, 1804]
- table-cell-emd: 2,73,000/-: [351, 1578, 443, 1619]
- revenue-dept-declaration: [756, 1846, 1114, 2316]
- table-cell-work: Renovation of Indoor Animal Shed, Experimental Shed, Casualty Lab. Inside OVC Campus, OUAT, Bhubaneswar: [39, 1426, 299, 1467]
- table-cell-emd: 34,000/-: [351, 1549, 443, 1578]
- page-number: ୧୧: [1469, 3, 1485, 21]
- atma-advertisement: [756, 1082, 1114, 1314]
- rail-step: [15, 1061, 315, 1085]
- rail-step-text: ନିକଟରେ ଆସୁଥିବା ଟ୍ରେନ୍‌ର ହର୍ଣ୍ଣ ଧ୍ୱନି: [113, 1037, 261, 1049]
- story-kicker: ଅବସରପ୍ରାପ୍ତ ପୋଲିସ ଅଫିସର: [959, 552, 1113, 566]
- table-cell-time: 06 (Six) Months: [641, 1385, 720, 1426]
- revenue-signatory: ଯୁଗ୍ମ ଶାସନ ସଚିବ: [1023, 2101, 1104, 2115]
- table-cell-paper: Rs. 6,000 + VAT @5%: [501, 1549, 641, 1578]
- table-cell-paper: Rs. 6,000 + VAT @5%: [501, 1426, 641, 1467]
- cda-logo-icon: CDA: [764, 1329, 798, 1363]
- table-cell-emd: 83,000/-: [351, 1467, 443, 1508]
- cda-address: ଅରୁଣୋଦୟ ଭବନ, ଲିଙ୍କ ରୋଡ୍, କଟକ - ୧୨: [804, 1351, 994, 1364]
- bsnl-subtitle: (A Govt. of India Enterprise): [1255, 1066, 1415, 1080]
- table-cell-paper: Rs. 6,000 + VAT @5%: [501, 1385, 641, 1426]
- rail-speed-line: ଟ୍ରେନ୍ ଆଖିପିଲକରେ ୧୫ ମିଟର ଏବଂ: [131, 841, 433, 865]
- agri-line: ବୁଦାରୁ ବୁଦା ୬ ଇଞ୍ଚ: [951, 996, 1087, 1018]
- karlamunda-title: ତହସିଲଦାରଙ୍କ କାର୍ଯ୍ୟାଳୟ, କର୍ଲାମୁଣ୍ଡା: [1140, 782, 1484, 807]
- atma-signatory-title: ATMA, Sambalpur: [1021, 1294, 1107, 1306]
- table-header: Class of Contractor: [443, 1287, 501, 1369]
- rail-step-key: ରଖନ୍ତୁ: [15, 971, 107, 995]
- walking-person-icon: 🚶: [16, 522, 74, 580]
- story-body-col: ପରେ ଗୋଟିଏ ଷଣ୍ଡ ତାଙ୍କ ଉପରେ ଚଢ଼ି ଯାଇ ତାଙ୍କୁ ମାଟିରେ ପକାଇ ଦେଇଥିଲା । ଗୁରୁତର ଆହତ ଅବସ୍ଥାରେ ତାଙ୍କୁ ଜିଲ୍ଲା ମୁଖ୍ୟ ଚିକିତ୍ସାଳୟକୁ ନିଆଯାଇଥିଲା । ସୋମବାର ଚିକିତ୍ସାଧୀନ ଅବସ୍ଥାରେ ତାଙ୍କର ମୃତ୍ୟୁ ଘଟିଛି ବୋଲି ପୋଲିସ ସୂଚନା ଦେଇଛି ।: [283, 84, 552, 134]
- table-cell-cls: "B" & "C": [443, 1648, 501, 1677]
- atma-date: Date 6th May 2013: [1018, 1134, 1107, 1146]
- table-cell-cls: "A" & "B": [443, 1426, 501, 1467]
- table-cell-cost: 13.60: [299, 1648, 351, 1677]
- railway-crossing-illustration: [77, 491, 551, 801]
- ouat-signatory: Sd/- Er. P.K. Pradhan: [612, 2027, 720, 2040]
- atma-no: No. 1628: [763, 1134, 806, 1146]
- table-cell-sl: 7: [13, 1619, 39, 1648]
- rail-ad-title: ବିପଦ ଏଡ଼ାନ୍ତୁ: [157, 253, 487, 317]
- bsnl-signatory: ODISHA CIRCLE, BHUBANESWAR: [1311, 1233, 1484, 1246]
- agri-advisory-box: [924, 884, 1114, 1080]
- table-cell-paper: Rs. 6,000 + VAT @5%: [501, 1467, 641, 1508]
- ouat-tender-notice: [4, 1176, 728, 2316]
- rail-step-text: ଆପଣଙ୍କ ଗାଡ଼ିକୁ: [113, 977, 178, 989]
- table-cell-time: 09 (Nine) Months: [641, 1578, 720, 1619]
- table-row: [13, 1467, 720, 1508]
- eye-icon: 👁: [16, 344, 74, 402]
- table-row: [13, 1426, 720, 1467]
- table-header: Name of work & location: [39, 1287, 299, 1369]
- story-accident-deaths: [584, 552, 944, 695]
- rail-step-key: ଯାଆନ୍ତୁ: [15, 1061, 107, 1085]
